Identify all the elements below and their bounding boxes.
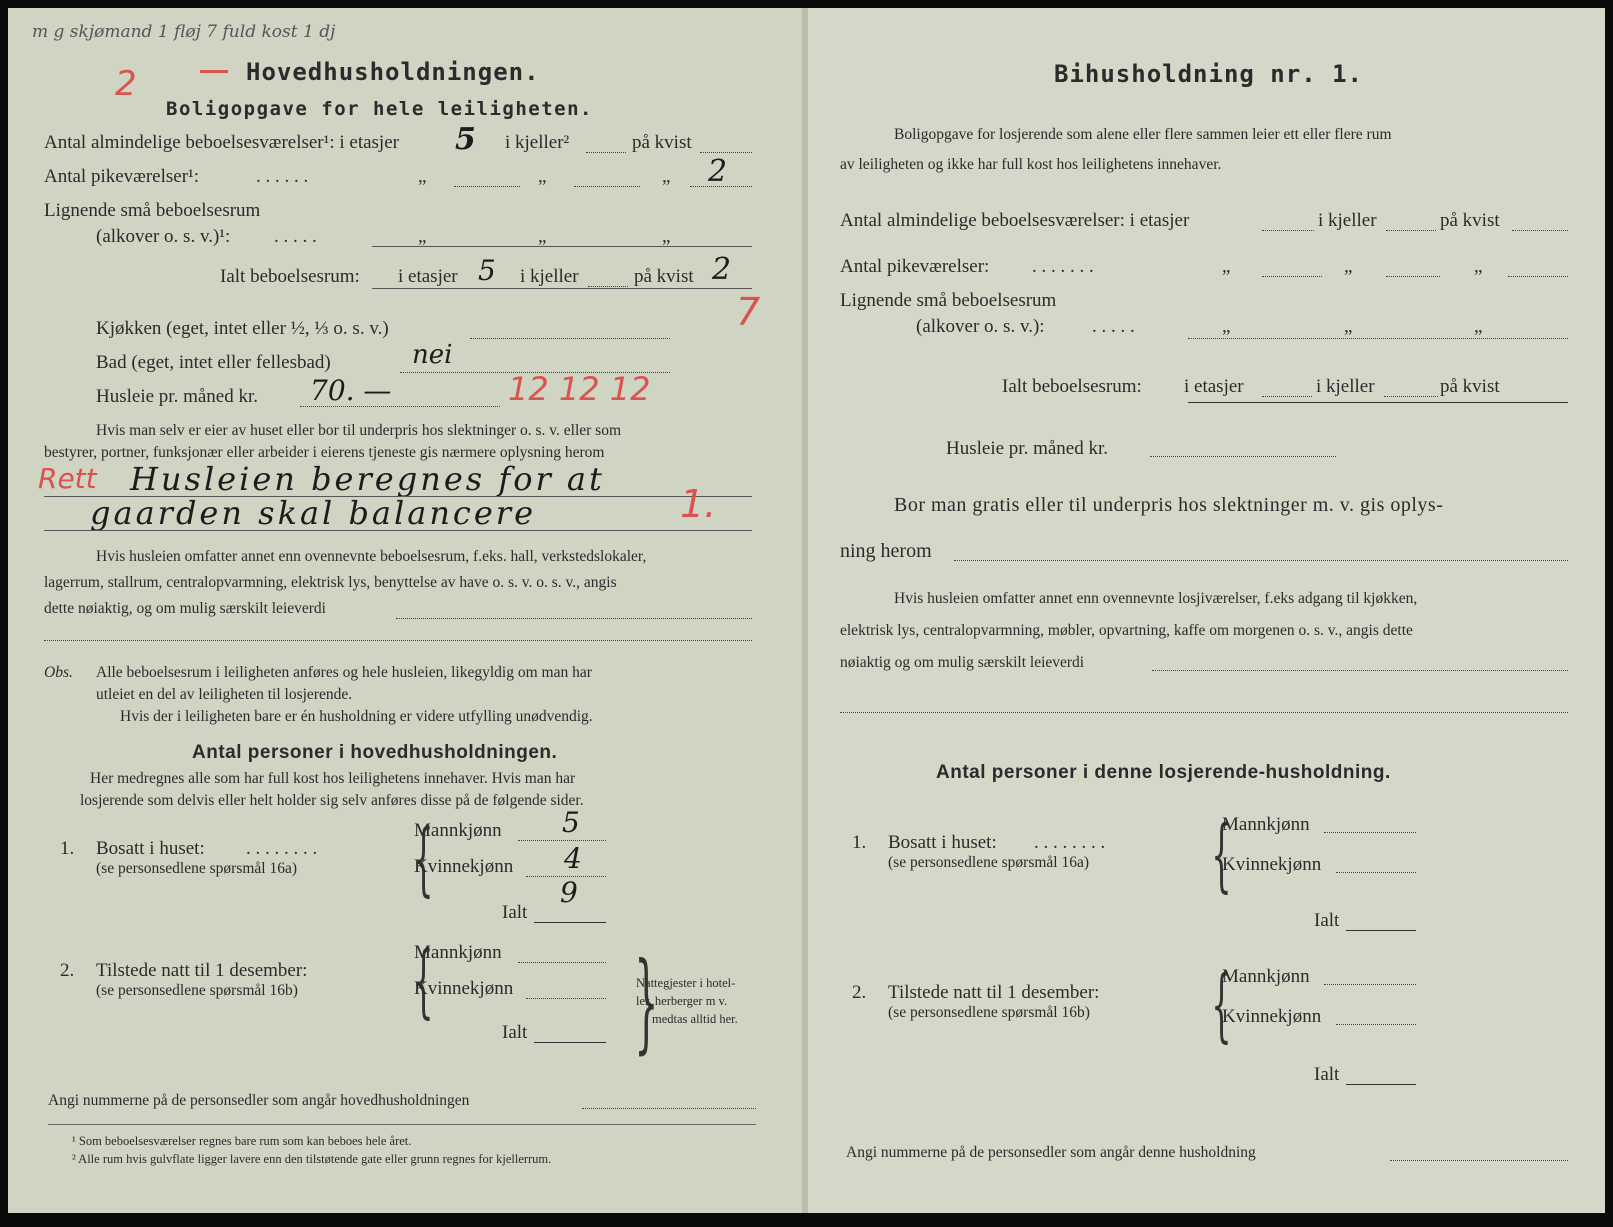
maid-quote-2: „ — [538, 166, 547, 187]
right-q2-mann: Mannkjønn — [1222, 966, 1310, 987]
q1-dots: . . . . . . . . — [246, 838, 318, 859]
alcove-dots: . . . . . — [274, 226, 317, 247]
q1-mann-field[interactable] — [518, 840, 606, 841]
persons-section-title: Antal personer i hovedhusholdningen. — [192, 742, 558, 763]
extra-value-field[interactable] — [396, 618, 752, 619]
right-q1-number: 1. — [852, 832, 867, 853]
rooms-etasjer-value: 5 — [455, 122, 476, 157]
rooms-kjeller-field[interactable] — [586, 152, 626, 153]
extra-para-line-1: Hvis husleien omfatter annet enn ovennevnte beboelsesrum, f.eks. hall, verkstedslokaler, — [96, 548, 647, 565]
extra-para-line-2: lagerrum, stallrum, centralopvarmning, elektrisk lys, benyttelse av have o. s. v. o. s. v., angis — [44, 574, 617, 591]
right-total-kjeller: i kjeller — [1316, 376, 1375, 397]
right-intro-2: av leiligheten og ikke har full kost hos leilighetens innehaver. — [840, 156, 1222, 173]
right-total-line — [1188, 402, 1568, 403]
obs-line-1: Alle beboelsesrum i leiligheten anføres og hele husleien, likegyldig om man har — [96, 664, 592, 681]
persons-info-1: Her medregnes alle som har full kost hos leilighetens innehaver. Hvis man har — [90, 770, 576, 787]
rooms-label: Antal almindelige beboelsesværelser¹: i etasjer — [44, 132, 399, 153]
q2-mann-label: Mannkjønn — [414, 942, 502, 963]
rent-value: 70. — — [310, 374, 392, 407]
alcove-line[interactable] — [372, 246, 752, 247]
right-persons-title: Antal personer i denne losjerende-husholdning. — [936, 762, 1391, 783]
rooms-kvist-label: på kvist — [632, 132, 692, 153]
right-q2-mann-field[interactable] — [1324, 984, 1416, 985]
page-subtitle: Boligopgave for hele leiligheten. — [166, 98, 593, 120]
right-maid-dots: . . . . . . . — [1032, 256, 1094, 277]
right-q2-brace: { — [1211, 958, 1232, 1051]
alcove-label-1: Lignende små beboelsesrum — [44, 200, 261, 221]
q1-ialt-field[interactable] — [534, 922, 606, 923]
right-total-kjeller-field[interactable] — [1384, 396, 1438, 397]
handwritten-owner-line-1: Husleien beregnes for at — [130, 460, 605, 498]
obs-line-2: utleiet en del av leiligheten til losjerende. — [96, 686, 353, 703]
q1-mann-value: 5 — [562, 806, 580, 839]
right-rooms-kvist-label: på kvist — [1440, 210, 1500, 231]
q2-label: Tilstede natt til 1 desember: — [96, 960, 308, 981]
right-q1-brace: { — [1211, 808, 1232, 901]
total-kvist-value: 2 — [712, 252, 732, 287]
right-rooms-label: Antal almindelige beboelsesværelser: i etasjer — [840, 210, 1190, 231]
right-maid-field-3[interactable] — [1508, 276, 1568, 277]
right-q2-kvinne-field[interactable] — [1336, 1024, 1416, 1025]
right-alcove-quote-2: „ — [1344, 316, 1353, 337]
right-para-1: Hvis husleien omfatter annet enn ovennevnte losjiværelser, f.eks adgang til kjøkken, — [894, 590, 1418, 607]
maid-quote-1: „ — [418, 166, 427, 187]
right-q1-kvinne-field[interactable] — [1336, 872, 1416, 873]
red-rent-note: 12 12 12 — [508, 370, 651, 408]
q1-ialt-label: Ialt — [502, 902, 528, 923]
right-maid-field-1[interactable] — [1262, 276, 1322, 277]
maid-rooms-label: Antal pikeværelser¹: — [44, 166, 200, 187]
red-mark-1: 1. — [680, 482, 717, 526]
q2-right-brace: } — [634, 940, 659, 1065]
footnote-1: ¹ Som beboelsesværelser regnes bare rum som kan beboes hele året. — [72, 1134, 412, 1148]
right-intro-1: Boligopgave for losjerende som alene eller flere sammen leier ett eller flere rum — [894, 126, 1392, 143]
red-mark-2: 2 — [115, 64, 137, 104]
right-total-etasjer: i etasjer — [1184, 376, 1244, 397]
extra-para-line-3: dette nøiaktig, og om mulig særskilt leieverdi — [44, 600, 326, 617]
right-form-page — [808, 8, 1605, 1213]
right-rooms-kjeller-label: i kjeller — [1318, 210, 1377, 231]
right-gratis-field[interactable] — [954, 560, 1568, 561]
angi-field[interactable] — [582, 1108, 756, 1109]
right-rooms-kvist-field[interactable] — [1512, 230, 1568, 231]
maid-quote-3: „ — [662, 166, 671, 187]
right-para-3: nøiaktig og om mulig særskilt leieverdi — [840, 654, 1085, 671]
q2-ialt-field[interactable] — [534, 1042, 606, 1043]
right-page-title: Bihusholdning nr. 1. — [1054, 60, 1363, 88]
alcove-quote-2: „ — [538, 226, 547, 247]
q2-mann-field[interactable] — [518, 962, 606, 963]
right-gratis-1: Bor man gratis eller til underpris hos slektninger m. v. gis oplys- — [894, 494, 1444, 516]
q1-number: 1. — [60, 838, 75, 859]
maid-rooms-dots: . . . . . . — [256, 166, 309, 187]
right-rooms-etasjer-field[interactable] — [1262, 230, 1314, 231]
extra-value-field-2[interactable] — [44, 640, 752, 641]
bath-value: nei — [412, 340, 453, 370]
q1-mann-label: Mannkjønn — [414, 820, 502, 841]
q2-note-2: ler, herberger m v. — [636, 994, 728, 1008]
rooms-kjeller-label: i kjeller² — [505, 132, 570, 153]
right-q1-dots: . . . . . . . . — [1034, 832, 1106, 853]
right-alcove-field[interactable] — [1188, 338, 1568, 339]
right-q1-mann-field[interactable] — [1324, 832, 1416, 833]
right-maid-field-2[interactable] — [1386, 276, 1440, 277]
right-total-kvist: på kvist — [1440, 376, 1500, 397]
q1-label: Bosatt i huset: — [96, 838, 205, 859]
total-rooms-label: Ialt beboelsesrum: — [220, 266, 360, 287]
right-q2-sub: (se personsedlene spørsmål 16b) — [888, 1004, 1090, 1021]
red-dash — [200, 70, 228, 73]
total-kjeller-label: i kjeller — [520, 266, 579, 287]
maid-kjeller-field[interactable] — [454, 186, 520, 187]
right-q1-label: Bosatt i huset: — [888, 832, 997, 853]
rent-field[interactable] — [300, 406, 500, 407]
right-alcove-dots: . . . . . — [1092, 316, 1135, 337]
q2-note-1: Nattegjester i hotel- — [636, 976, 736, 990]
maid-kvist-value: 2 — [708, 154, 728, 189]
right-maid-quote-2: „ — [1344, 256, 1353, 277]
right-gratis-2: ning herom — [840, 540, 932, 562]
right-alcove-quote-3: „ — [1474, 316, 1483, 337]
right-q1-kvinne: Kvinnekjønn — [1222, 854, 1322, 875]
angi-label: Angi nummerne på de personsedler som angår hovedhusholdningen — [48, 1092, 470, 1109]
right-leieverdi-field[interactable] — [1152, 670, 1568, 671]
total-line[interactable] — [372, 288, 752, 289]
q2-brace: { — [413, 934, 434, 1027]
right-alcove-label-2: (alkover o. s. v.): — [916, 316, 1045, 337]
right-q1-sub: (se personsedlene spørsmål 16a) — [888, 854, 1090, 871]
q1-ialt-value: 9 — [560, 876, 578, 909]
q2-number: 2. — [60, 960, 75, 981]
kitchen-label: Kjøkken (eget, intet eller ½, ⅓ o. s. v.) — [96, 318, 389, 339]
right-maid-label: Antal pikeværelser: — [840, 256, 990, 277]
right-q2-label: Tilstede natt til 1 desember: — [888, 982, 1100, 1003]
red-total-7: 7 — [736, 290, 761, 334]
right-alcove-label-1: Lignende små beboelsesrum — [840, 290, 1057, 311]
footnote-divider — [48, 1124, 756, 1125]
total-kvist-label: på kvist — [634, 266, 694, 287]
right-q1-ialt-field[interactable] — [1346, 930, 1416, 931]
right-rent-label: Husleie pr. måned kr. — [946, 438, 1108, 459]
maid-field-2[interactable] — [574, 186, 640, 187]
handwritten-owner-line-2: gaarden skal balancere — [90, 494, 537, 532]
maid-kvist-field[interactable] — [690, 186, 752, 187]
alcove-quote-3: „ — [662, 226, 671, 247]
total-kjeller-field[interactable] — [588, 286, 628, 287]
right-para-2: elektrisk lys, centralopvarmning, møbler, opvartning, kaffe om morgenen o. s. v., angis dette — [840, 622, 1413, 639]
right-total-etasjer-field[interactable] — [1262, 396, 1312, 397]
right-q1-mann: Mannkjønn — [1222, 814, 1310, 835]
rent-label: Husleie pr. måned kr. — [96, 386, 258, 407]
margin-handwritten-note: m g skjømand 1 fløj 7 fuld kost 1 dj — [32, 22, 336, 42]
right-rent-field[interactable] — [1150, 456, 1336, 457]
obs-label: Obs. — [44, 664, 73, 681]
owner-line-2 — [44, 530, 752, 531]
right-q2-ialt-field[interactable] — [1346, 1084, 1416, 1085]
q1-kvinne-value: 4 — [564, 842, 582, 875]
q1-brace: { — [413, 812, 434, 905]
right-alcove-quote-1: „ — [1222, 316, 1231, 337]
q2-sub: (se personsedlene spørsmål 16b) — [96, 982, 298, 999]
footnote-2: ² Alle rum hvis gulvflate ligger lavere enn den tilstøtende gate eller grunn regnes for kjellerrum. — [72, 1152, 552, 1166]
q2-kvinne-label: Kvinnekjønn — [414, 978, 514, 999]
right-total-label: Ialt beboelsesrum: — [1002, 376, 1142, 397]
q2-note-3: medtas alltid her. — [652, 1012, 738, 1026]
q2-kvinne-field[interactable] — [526, 998, 606, 999]
total-etasjer-value: 5 — [478, 254, 496, 287]
owner-info-line-1: Hvis man selv er eier av huset eller bor til underpris hos slektninger o. s. v. eller som — [96, 422, 622, 439]
rooms-kvist-field[interactable] — [700, 152, 752, 153]
right-rooms-kjeller-field[interactable] — [1386, 230, 1436, 231]
bath-label: Bad (eget, intet eller fellesbad) — [96, 352, 331, 373]
right-angi-label: Angi nummerne på de personsedler som angår denne husholdning — [846, 1144, 1256, 1161]
red-margin-note: Rett — [38, 462, 97, 495]
q2-ialt-label: Ialt — [502, 1022, 528, 1043]
right-maid-quote-1: „ — [1222, 256, 1231, 277]
right-q2-ialt: Ialt — [1314, 1064, 1340, 1085]
page-title: Hovedhusholdningen. — [246, 58, 540, 86]
obs-line-3: Hvis der i leiligheten bare er én husholdning er videre utfylling unødvendig. — [120, 708, 593, 725]
persons-info-2: losjerende som delvis eller helt holder sig selv anføres disse på de følgende sider. — [80, 792, 584, 809]
total-etasjer-label: i etasjer — [398, 266, 458, 287]
right-q2-number: 2. — [852, 982, 867, 1003]
right-angi-field[interactable] — [1390, 1160, 1568, 1161]
alcove-quote-1: „ — [418, 226, 427, 247]
owner-info-line-2: bestyrer, portner, funksjonær eller arbeider i eierens tjeneste gis nærmere oplysning herom — [44, 444, 605, 461]
right-q2-kvinne: Kvinnekjønn — [1222, 1006, 1322, 1027]
kitchen-field[interactable] — [470, 338, 670, 339]
q1-sub: (se personsedlene spørsmål 16a) — [96, 860, 298, 877]
right-leieverdi-field-2[interactable] — [840, 712, 1568, 713]
right-q1-ialt: Ialt — [1314, 910, 1340, 931]
right-maid-quote-3: „ — [1474, 256, 1483, 277]
alcove-label-2: (alkover o. s. v.)¹: — [96, 226, 231, 247]
q1-kvinne-label: Kvinnekjønn — [414, 856, 514, 877]
